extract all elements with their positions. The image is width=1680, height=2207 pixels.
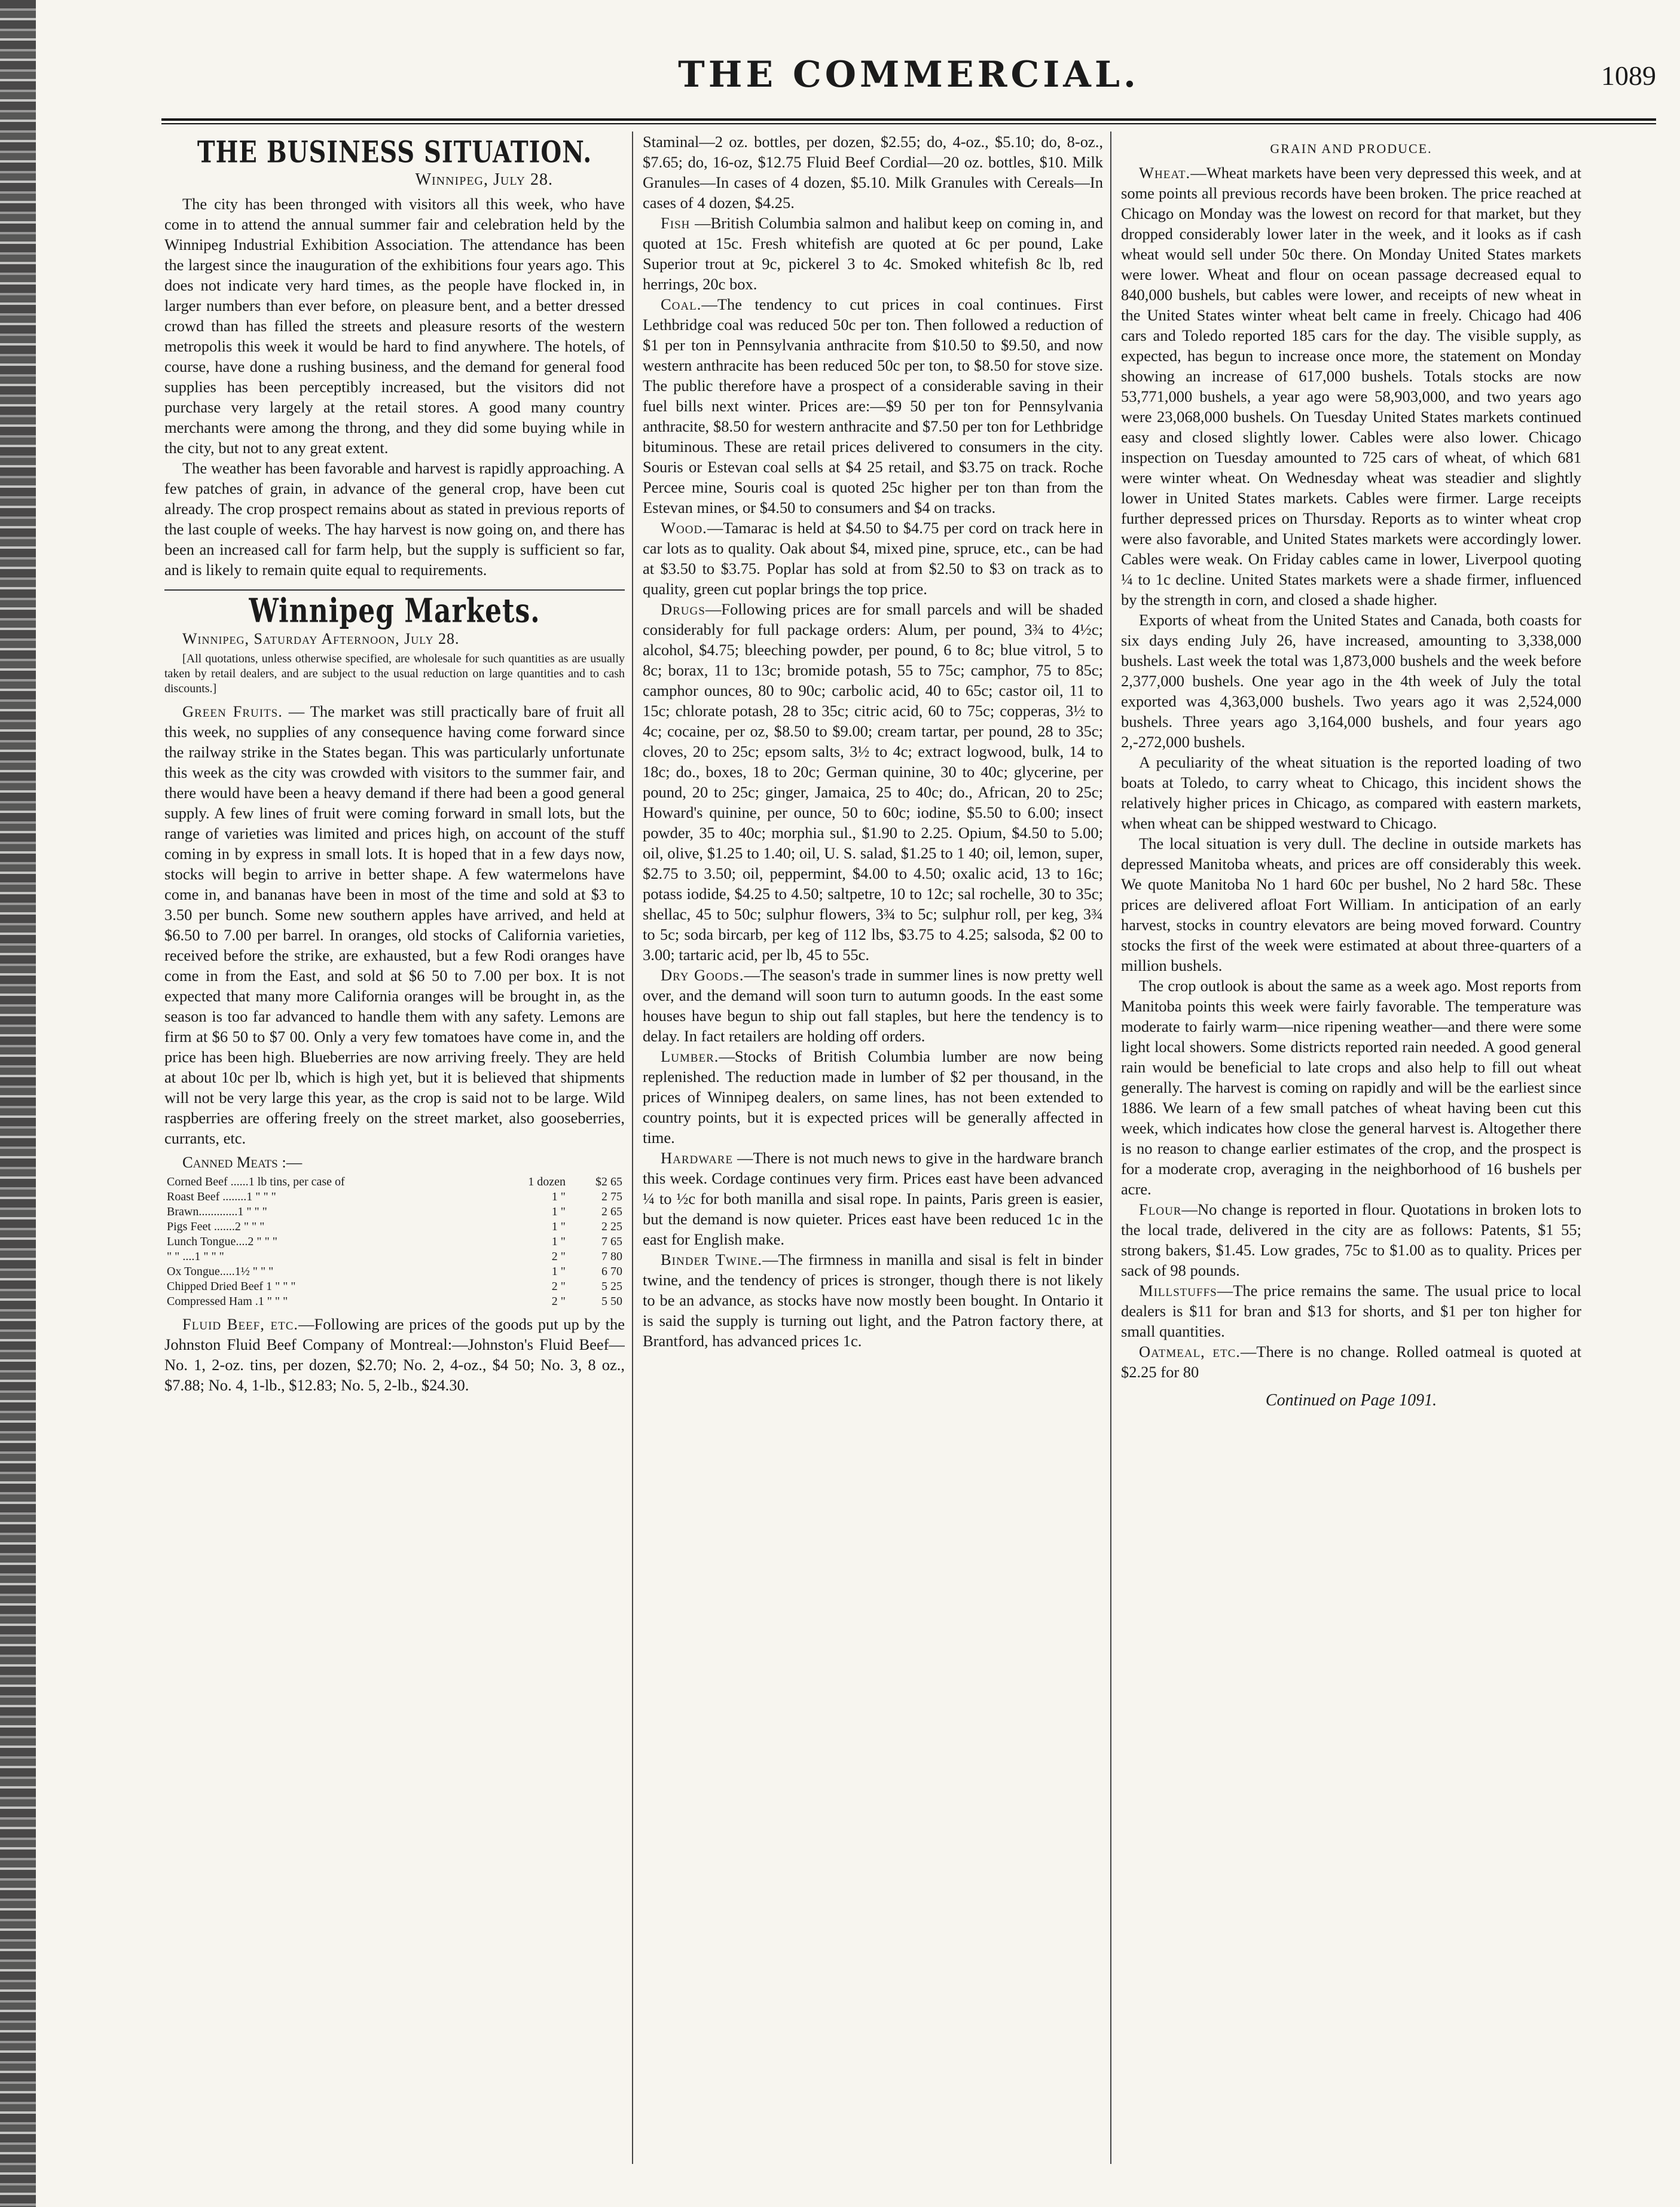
header-rule: [161, 118, 1656, 121]
cm-qty: 1 ": [551, 1265, 566, 1278]
run-in-head: Wheat.: [1139, 164, 1191, 182]
article-title-business-situation: THE BUSINESS SITUATION.: [197, 135, 592, 170]
run-in-head: Green Fruits.: [182, 702, 283, 720]
run-in-head: Dry Goods.: [661, 966, 744, 984]
cm-price: 7 80: [601, 1250, 622, 1263]
table-row: [164, 1190, 625, 1205]
paragraph-flour: [1121, 1199, 1581, 1280]
paragraph-oatmeal: [1121, 1341, 1581, 1382]
cm-price: 2 65: [601, 1205, 622, 1218]
page-binding-edge: [0, 0, 36, 2207]
column-1: [164, 132, 625, 2164]
canned-meats-heading: Canned Meats :—: [182, 1153, 303, 1171]
paragraph-body: —The firmness in manilla and sisal is felt in binder twine, and the tendency of prices is stronger, though there is not likely to be an advance, as stocks have now mostly been bought. In Ontario it is said the supply is turning out light, and the Patron factory there, at Brantford, has advanced prices 1c.: [643, 1251, 1103, 1350]
cm-price: 7 65: [601, 1235, 622, 1248]
cm-item: Lunch Tongue....2 " " ": [167, 1235, 277, 1248]
dateline: Winnipeg, Saturday Afternoon, July 28.: [182, 630, 460, 647]
paragraph-body: —No change is reported in flour. Quotations in broken lots to the local trade, delivered in the city are as follows: Patents, $1 55; strong bakers, $1.45. Low grades, 75c to $1.00 as to quality. Prices per sack of 98 pounds.: [1121, 1200, 1581, 1279]
cm-qty: 2 ": [551, 1280, 566, 1293]
page-number: 1089: [1601, 60, 1656, 91]
quotation-note: [All quotations, unless otherwise specified, are wholesale for such quantities as are usually taken by retail dealers, and are subject to the usual reduction on large quantities and to cash discounts.]: [164, 652, 625, 695]
paragraph-coal: [643, 294, 1103, 518]
run-in-head: Fish: [661, 214, 691, 232]
paragraph: A peculiarity of the wheat situation is the reported loading of two boats at Toledo, to carry wheat to Chicago, this incident shows the relatively higher prices in Chicago, as compared with eastern markets, when wheat can be shipped westward to Chicago.: [1121, 753, 1581, 832]
paragraph-body: —The season's trade in summer lines is now pretty well over, and the demand will soon turn to autumn goods. In the east some houses have begun to ship out fall staples, but here the tendency is to delay. In fact retailers are holding off orders.: [643, 966, 1103, 1045]
table-row: [164, 1249, 625, 1264]
paragraph-dry-goods: [643, 965, 1103, 1046]
paragraph-body: —The price remains the same. The usual price to local dealers is $11 for bran and $13 for shorts, and $1 per ton higher for small quantities.: [1121, 1282, 1581, 1340]
cm-price: $2 65: [595, 1175, 622, 1188]
cm-item: Pigs Feet .......2 " " ": [167, 1220, 265, 1233]
run-in-head: Oatmeal, etc.: [1139, 1343, 1241, 1361]
paragraph: The city has been thronged with visitors all this week, who have come in to attend the annual summer fair and celebration held by the Winnipeg Industrial Exhibition Association. The attendance has been the largest since the inauguration of the exhibitions four years ago. This does not indicate very hard times, as the people have flocked in, in larger numbers than ever before, on pleasure bent, and a better dressed crowd than has filled the streets and pleasure resorts of the western metropolis this week it would be hard to find anywhere. The hotels, of course, have done a rushing business, and the demand for general food supplies has been perceptibly increased, but the visitors did not purchase very largely at the retail stores. A good many country merchants were among the throng, and they did some buying while in the city, but not to any great extent.: [164, 195, 625, 457]
paragraph-body: —Tamarac is held at $4.50 to $4.75 per cord on track here in car lots as to quality. Oak about $4, mixed pine, spruce, etc., can be had at $3.50 to $3.75. Poplar has sold at from $2.50 to $3 on track as to quality, green cut poplar brings the top price.: [643, 519, 1103, 598]
header-rule-thin: [161, 123, 1656, 124]
cm-qty: 1 ": [551, 1235, 566, 1248]
table-row: [164, 1175, 625, 1190]
cm-price: 6 70: [601, 1265, 622, 1278]
paragraph-drugs: [643, 599, 1103, 965]
cm-price: 5 25: [601, 1280, 622, 1293]
masthead: THE COMMERCIAL.: [678, 54, 1140, 96]
paragraph-body: —There is not much news to give in the hardware branch this week. Cordage continues very firm. Prices east have been advanced ¼ to ½c for both manilla and sisal rope. In paints, Paris green is easier, but the demand is now quieter. Prices east have been reduced 1c in the east for English make.: [643, 1149, 1103, 1248]
table-row: [164, 1279, 625, 1294]
paragraph-lumber: [643, 1046, 1103, 1148]
paragraph-fish: [643, 213, 1103, 294]
table-row: [164, 1234, 625, 1249]
continued-notice: Continued on Page 1091.: [1265, 1391, 1437, 1410]
cm-item: " " ....1 " " ": [167, 1250, 224, 1263]
cm-price: 5 50: [601, 1295, 622, 1308]
table-row: [164, 1294, 625, 1309]
cm-item: Compressed Ham .1 " " ": [167, 1295, 288, 1308]
run-in-head: Coal.: [661, 295, 702, 313]
cm-qty: 1 ": [551, 1190, 566, 1203]
paragraph-millstuffs: [1121, 1280, 1581, 1341]
run-in-head: Flour: [1139, 1200, 1182, 1218]
column-3: [1121, 132, 1581, 2164]
page-header: [161, 48, 1656, 114]
run-in-head: Hardware: [661, 1149, 734, 1167]
run-in-head: Wood.: [661, 519, 707, 537]
cm-item: Ox Tongue.....1½ " " ": [167, 1265, 274, 1278]
run-in-head: Millstuffs: [1139, 1282, 1217, 1300]
paragraph-hardware: [643, 1148, 1103, 1249]
dateline: Winnipeg, July 28.: [415, 170, 553, 189]
canned-meats-table: [164, 1175, 625, 1309]
paragraph-green-fruits: [164, 701, 625, 1148]
cm-qty: 2 ": [551, 1250, 566, 1263]
paragraph-fluid-beef: [164, 1314, 625, 1395]
paragraph-body: —Following prices are for small parcels and will be shaded considerably for full package orders: Alum, per pound, 3¾ to 4½c; alcohol, $4.75; bleeching powder, per pound, 6 to 8c; blue vitrol, 5 to 8c; borax, 11 to 13c; bromide potash, 55 to 75c; camphor, 75 to 85c; camphor ounces, 80 to 90c; carbolic acid, 40 to 65c; castor oil, 11 to 15c; chlorate potash, 28 to 35c; citric acid, 60 to 75c; copperas, 3½ to 4c; cocaine, per oz, $8.50 to $9.00; cream tartar, per pound, 28 to 35c; cloves, 20 to 25c; epsom salts, 3½ to 4c; extract logwood, bulk, 14 to 18c; do., boxes, 18 to 20c; German quinine, 30 to 40c; glycerine, per pound, 20 to 25c; ginger, Jamaica, 25 to 40c; do., African, 20 to 25c; Howard's quinine, per ounce, 50 to 60c; iodine, $5.50 to 6.00; insect powder, 35 to 40c; morphia sul., $1.90 to 2.25. Opium, $4.50 to 5.00; oil, olive, $1.25 to 1.40; oil, U. S. salad, $1.25 to 1 40; oil, lemon, super, $2.75 to 3.50; oil, peppermint, $4.00 to 4.50; oxalic acid, 13 to 16c; potass iodide, $4.25 to 4.50; saltpetre, 10 to 12c; sal rochelle, 30 to 35c; shellac, 45 to 50c; sulphur flowers, 3¾ to 5c; sulphur roll, per keg, 3¾ to 5c; soda bircarb, per keg of 112 lbs, $3.75 to 4.25; salsoda, $2 00 to 3.00; tartaric acid, per lb, 45 to 55c.: [643, 600, 1103, 964]
cm-item: Chipped Dried Beef 1 " " ": [167, 1280, 296, 1293]
cm-item: Corned Beef ......1 lb tins, per case of: [167, 1175, 345, 1188]
paragraph-body: —Following are prices of the goods put up by the Johnston Fluid Beef Company of Montreal:—Johnston's Fluid Beef—No. 1, 2-oz. tins, per dozen, $2.70; No. 2, 4-oz., $4 50; No. 3, 8 oz., $7.88; No. 4, 1-lb., $12.83; No. 5, 2-lb., $24.30.: [164, 1315, 625, 1394]
cm-item: Roast Beef ........1 " " ": [167, 1190, 276, 1203]
run-in-head: Binder Twine.: [661, 1251, 763, 1268]
paragraph-binder-twine: [643, 1249, 1103, 1351]
paragraph: The weather has been favorable and harvest is rapidly approaching. A few patches of grain, in advance of the general crop, have been cut already. The crop prospect remains about as stated in previous reports of the last couple of weeks. The hay harvest is now going on, and there has been an increased call for farm help, but the supply is sufficient so far, and is likely to remain quite equal to requirements.: [164, 459, 625, 579]
cm-price: 2 25: [601, 1220, 622, 1233]
cm-item: Brawn.............1 " " ": [167, 1205, 267, 1218]
paragraph: The crop outlook is about the same as a week ago. Most reports from Manitoba points this week were fairly favorable. The temperature was moderate to fairly warm—nice ripening weather—and there were some light local showers. Some districts reported rain needed. A good general rain would be beneficial to late crops and also help to fill out wheat generally. The harvest is coming on rapidly and will be the earliest since 1886. We learn of a few small patches of wheat having been cut this week, which indicates how close the general harvest is. Altogether there is no reason to change earlier estimates of the crop, and the prospect is for a moderate crop, averaging in the neighborhood of 16 bushels per acre.: [1121, 977, 1581, 1198]
run-in-head: Drugs: [661, 600, 705, 618]
paragraph-body: — The market was still practically bare of fruit all this week, no supplies of any consequence having come forward since the railway strike in the States began. This was particularly unfortunate this week as the city was crowded with visitors to the summer fair, and there would have been a heavy demand if there had been a good general supply. A few lines of fruit were coming forward in small lots, but the range of varieties was limited and prices high, on account of the stuff coming in by express in small lots. It is hoped that in a few days now, stocks will begin to arrive in better shape. A few watermelons have come in, and bananas have been in most of the time and sold at $3 to 3.50 per bunch. Some new southern apples have arrived, and held at $6.50 to 7.00 per barrel. In oranges, old stocks of California varieties, received before the strike, are exhausted, but a few Rodi oranges have come in from the East, and sold at $6 50 to 7.00 per box. It is not expected that many more California oranges will be brought in, as the season is too far advanced to handle them with any safety. Lemons are firm at $6 50 to $7 00. Only a very few tomatoes have come in, and the price has been high. Blueberries are now arriving freely. They are held at about 10c per lb, which is high yet, but it is believed that shipments will not be very large this year, as the crop is said not to be large. Wild raspberries are offering freely on the street market, also gooseberries, currants, etc.: [164, 702, 625, 1147]
paragraph-body: —Wheat markets have been very depressed this week, and at some points all previous records have been broken. The price reached at Chicago on Monday was the lowest on record for that market, but they dropped considerably lower later in the week, and it looks as if cash wheat would sell under 50c there. On Monday United States markets were lower. Wheat and flour on ocean passage decreased equal to 840,000 bushels, but cables were lower, and receipts of new wheat in the United States winter wheat belt came in freely. Chicago had 406 cars and Toledo reported 185 cars for the day. The visible supply, as expected, has begun to increase once more, the statement on Monday showing an increase of 617,000 bushels. Totals stocks are now 53,771,000 bushels, a year ago were 58,903,000, and two years ago were 23,068,000 bushels. On Tuesday United States markets continued easy and closed slightly lower. Cables were also lower. Chicago inspection on Tuesday amounted to 725 cars of wheat, of which 681 were winter wheat. On Wednesday wheat was steadier and slightly lower in United States markets. Cables were firmer. Large receipts further depressed prices on Thursday. Reports as to winter wheat crop were also favorable, and United States markets were accordingly lower. Cables were weak. On Friday cables came in lower, Liverpool quoting ¼ to 1c decline. United States markets were a shade firmer, influenced by the strength in corn, and closed a shade higher.: [1121, 164, 1581, 609]
table-row: [164, 1264, 625, 1279]
table-row: [164, 1205, 625, 1219]
paragraph-body: —There is no change. Rolled oatmeal is quoted at $2.25 for 80: [1121, 1343, 1581, 1381]
cm-qty: 2 ": [551, 1295, 566, 1308]
paragraph: The local situation is very dull. The decline in outside markets has depressed Manitoba wheats, and prices are off considerably this week. We quote Manitoba No 1 hard 60c per bushel, No 2 hard 58c. These prices are delivered afloat Fort William. In anticipation of an early harvest, stocks in country elevators are being moved forward. Country stocks the first of the week were estimated at about three-quarters of a million bushels.: [1121, 834, 1581, 974]
section-divider: [164, 589, 625, 591]
cm-qty: 1 ": [551, 1205, 566, 1218]
paragraph-body: —The tendency to cut prices in coal continues. First Lethbridge coal was reduced 50c per ton. Then followed a reduction of $1 per ton in Pennsylvania anthracite from $10.50 to $9.50, and now western anthracite has been reduced 50c per ton, to $8.50 for stove size. The public therefore have a prospect of a considerable saving in their fuel bills next winter. Prices are:—$9 50 per ton for Pennsylvania anthracite, $8.50 for western anthracite and $7.50 per ton for Lethbridge bituminous. These are retail prices delivered to consumers in the city. Souris or Estevan coal sells at $4 25 retail, and $3.75 on track. Roche Percee mine, Souris coal is quoted 25c higher per ton than from the Estevan mines, or $4.50 to consumers and $4 on tracks.: [643, 295, 1103, 516]
paragraph-wood: [643, 518, 1103, 599]
paragraph-wheat: [1121, 163, 1581, 610]
column-divider-2: [1110, 132, 1111, 2164]
run-in-head: Lumber.: [661, 1047, 719, 1065]
paragraph: Exports of wheat from the United States and Canada, both coasts for six days ending July 26, have increased, amounting to 3,338,000 bushels. Last week the total was 1,873,000 bushels and the week before 2,377,000 bushels. One year ago in the 4th week of July the total exported was 4,363,000 bushels. Two years ago it was 2,524,000 bushels. Three years ago 3,164,000 bushels, and four years ago 2,-272,000 bushels.: [1121, 611, 1581, 751]
cm-qty: 1 dozen: [528, 1175, 566, 1188]
paragraph-staminal: Staminal—2 oz. bottles, per dozen, $2.55; do, 4-oz., $5.10; do, 8-oz., $7.65; do, 16-oz, $12.75 Fluid Beef Cordial—20 oz. bottles, $10. Milk Granules—In cases of 4 dozen, $5.10. Milk Granules with Cereals—In cases of 4 dozen, $4.25.: [643, 133, 1103, 212]
paragraph-body: —Stocks of British Columbia lumber are now being replenished. The reduction made in lumber of $2 per thousand, in the prices of Winnipeg dealers, on same lines, has not been extended to country points, but it is expected prices will be generally affected in time.: [643, 1047, 1103, 1147]
cm-price: 2 75: [601, 1190, 622, 1203]
section-heading-grain-produce: GRAIN AND PRODUCE.: [1270, 141, 1432, 156]
cm-qty: 1 ": [551, 1220, 566, 1233]
column-2: [643, 132, 1103, 2164]
column-divider-1: [632, 132, 633, 2164]
paragraph-body: —British Columbia salmon and halibut keep on coming in, and quoted at 15c. Fresh whitefish are quoted at 6c per pound, Lake Superior trout at 9c, pickerel 3 to 4c. Smoked whitefish 8c lb, red herrings, 20c box.: [643, 214, 1103, 293]
table-row: [164, 1219, 625, 1234]
run-in-head: Fluid Beef, etc.: [182, 1315, 299, 1333]
article-title-winnipeg-markets: Winnipeg Markets.: [249, 592, 540, 631]
